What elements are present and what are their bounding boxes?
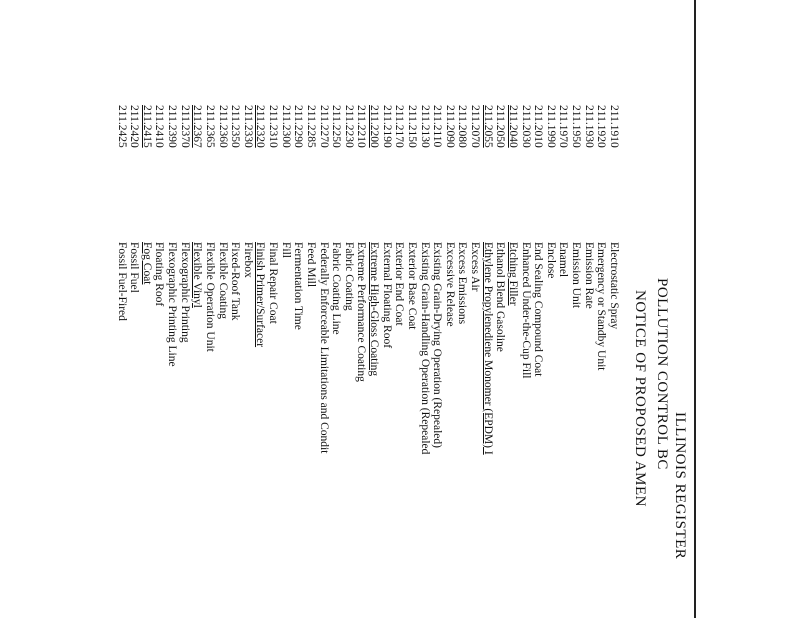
defined-term: Fixed-Roof Tank xyxy=(229,242,242,321)
section-number: 211.1930 xyxy=(582,105,595,148)
defined-term: Existing Grain-Handling Operation (Repealed xyxy=(418,242,431,455)
section-number: 211.2420 xyxy=(128,105,141,148)
defined-term: Flexographic Printing Line xyxy=(166,242,179,367)
defined-term: Enamel xyxy=(557,242,570,278)
defined-term: Fossil Fuel xyxy=(128,242,141,293)
defined-term: Emergency or Standby Unit xyxy=(595,242,608,371)
section-number: 211.2150 xyxy=(406,105,418,148)
section-number: 211.1920 xyxy=(595,105,608,148)
defined-term: End Sealing Compound Coat xyxy=(532,242,545,377)
defined-term: Excessive Release xyxy=(443,242,456,327)
defined-term: Flexible Vinyl xyxy=(191,242,204,308)
defined-term: Ethylene Propylenediene Monomer (EPDM) I xyxy=(481,242,494,455)
defined-term: Emission Unit xyxy=(570,242,583,309)
section-number: 211.2290 xyxy=(292,105,305,148)
section-number: 211.2090 xyxy=(443,105,456,148)
section-number: 211.2190 xyxy=(380,105,393,148)
defined-term: Emission Rate xyxy=(582,242,595,309)
section-number: 211.2230 xyxy=(342,105,355,148)
defined-term: External Floating Roof xyxy=(380,242,393,349)
register-title: ILLINOIS REGISTER xyxy=(672,412,688,560)
defined-term: Exterior End Coat xyxy=(393,242,406,326)
defined-term: Extreme Performance Coating xyxy=(355,242,368,382)
section-number: 211.2330 xyxy=(241,105,254,148)
defined-term: Fossil Fuel-Fired xyxy=(115,242,128,321)
defined-term: Enhanced Under-the-Cup Fill xyxy=(519,242,532,379)
defined-term: Extreme High-Gloss Coating xyxy=(368,242,381,377)
section-number: 211.2320 xyxy=(254,105,267,148)
section-number: 211.1950 xyxy=(570,105,583,148)
section-number: 211.2310 xyxy=(267,105,280,148)
section-number: 211.2370 xyxy=(178,105,191,148)
section-number: 211.2030 xyxy=(519,105,532,148)
header-rule xyxy=(694,0,696,618)
section-number: 211.2367 xyxy=(191,105,204,148)
section-number: 211.2410 xyxy=(153,105,166,148)
defined-term: Excess Air xyxy=(469,242,482,292)
section-number: 211.2055 xyxy=(481,105,494,148)
defined-term: Federally Enforceable Limitations and Condit xyxy=(317,242,330,454)
defined-term: Firebox xyxy=(241,242,254,278)
defined-term: Existing Grain-Drying Operation (Repealed) xyxy=(431,242,444,448)
defined-term: Fog Coat xyxy=(140,242,153,285)
defined-term: Fabric Coating Line xyxy=(330,242,343,335)
defined-term: Exterior Base Coat xyxy=(406,242,418,330)
section-number: 211.2010 xyxy=(532,105,545,148)
section-number: 211.2130 xyxy=(418,105,431,148)
defined-term: Fill xyxy=(279,242,292,258)
section-number: 211.2270 xyxy=(317,105,330,148)
defined-term: Excess Emissions xyxy=(456,242,469,325)
defined-term: Flexographic Printing xyxy=(178,242,191,343)
section-number: 211.2350 xyxy=(229,105,242,148)
section-number: 211.2300 xyxy=(279,105,292,148)
section-number: 211.2170 xyxy=(393,105,406,148)
defined-term: Feed Mill xyxy=(305,242,317,288)
defined-term: Flexible Coating xyxy=(216,242,229,319)
board-title: POLLUTION CONTROL BC xyxy=(654,278,670,470)
defined-term: Etching Filler xyxy=(507,242,519,306)
section-number: 211.2285 xyxy=(305,105,317,148)
section-number: 211.1910 xyxy=(608,105,620,148)
section-number: 211.2110 xyxy=(431,105,444,148)
section-number: 211.2360 xyxy=(216,105,229,148)
section-number: 211.2425 xyxy=(115,105,128,148)
defined-term: Ethanol Blend Gasoline xyxy=(494,242,507,352)
defined-term: Fermentation Time xyxy=(292,242,305,330)
section-number: 211.1990 xyxy=(544,105,557,148)
section-number: 211.2040 xyxy=(507,105,519,148)
section-number: 211.2050 xyxy=(494,105,507,148)
defined-term: Floating Roof xyxy=(153,242,166,307)
defined-term: Flexible Operation Unit xyxy=(204,242,216,352)
notice-title: NOTICE OF PROPOSED AMEN xyxy=(632,290,648,507)
section-number: 211.2250 xyxy=(330,105,343,148)
section-number: 211.1970 xyxy=(557,105,570,148)
section-number: 211.2365 xyxy=(204,105,216,148)
section-number: 211.2210 xyxy=(355,105,368,148)
section-number: 211.2080 xyxy=(456,105,469,148)
section-number: 211.2200 xyxy=(368,105,381,148)
section-number: 211.2415 xyxy=(140,105,153,148)
defined-term: Finish Primer/Surfacer xyxy=(254,242,267,348)
defined-term: Fabric Coating xyxy=(342,242,355,311)
defined-term: Enclose xyxy=(544,242,557,279)
defined-term: Electrostatic Spray xyxy=(608,242,620,330)
defined-term: Final Repair Coat xyxy=(267,242,280,324)
section-number: 211.2390 xyxy=(166,105,179,148)
section-number: 211.2070 xyxy=(469,105,482,148)
